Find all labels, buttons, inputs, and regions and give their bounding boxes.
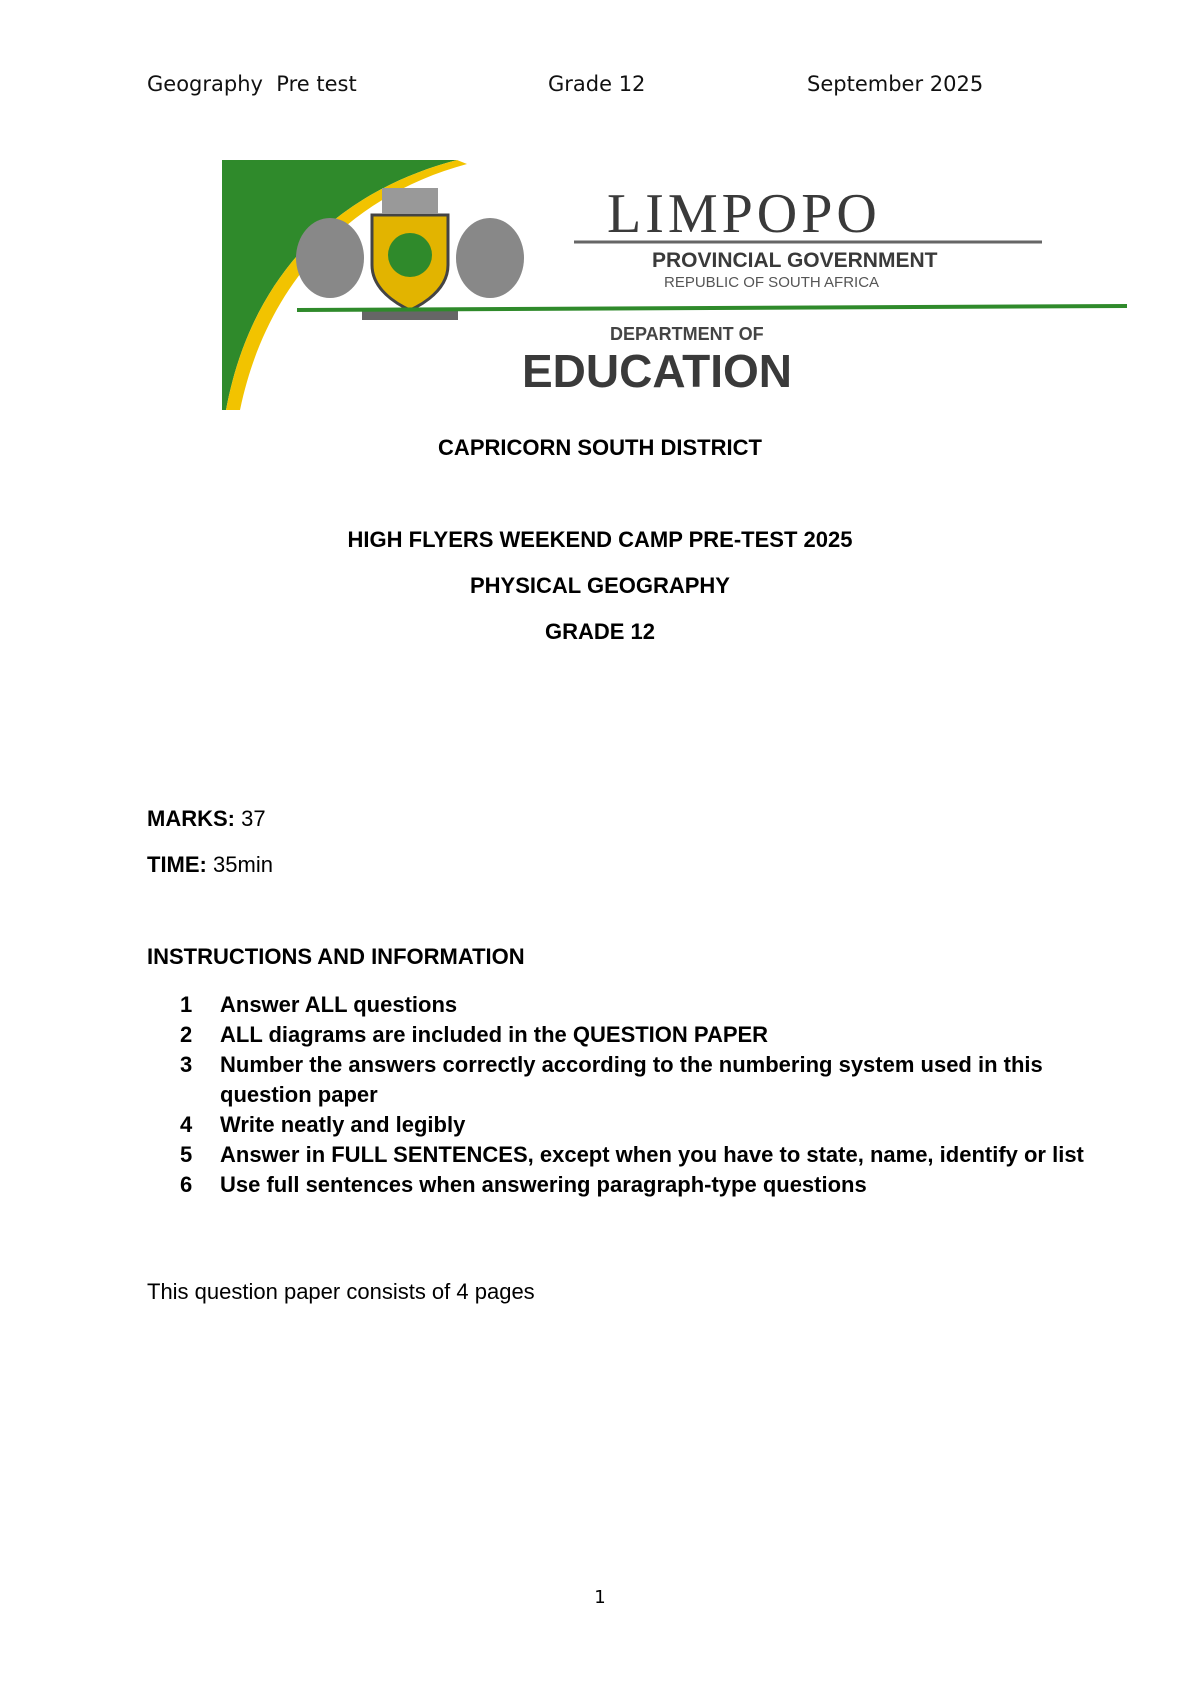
subject-title: PHYSICAL GEOGRAPHY [470, 573, 730, 598]
page-count-note: This question paper consists of 4 pages [147, 1279, 535, 1304]
instruction-number: 3 [180, 1052, 193, 1077]
time-value: 35min [213, 852, 273, 877]
instruction-number: 2 [180, 1022, 193, 1047]
instruction-text: Number the answers correctly according to the numbering system used in this question paper [220, 1052, 1043, 1107]
logo-republic: REPUBLIC OF SOUTH AFRICA [664, 274, 880, 291]
instructions-list [180, 990, 1140, 1200]
logo-department: DEPARTMENT OF [610, 324, 764, 344]
instruction-item [180, 1140, 1140, 1170]
header-date: September 2025 [807, 72, 984, 96]
marks-value: 37 [241, 806, 266, 831]
marks-line [147, 806, 266, 832]
instruction-text: Answer in FULL SENTENCES, except when you have to state, name, identify or list [220, 1142, 1084, 1167]
instruction-item [180, 1050, 1140, 1110]
instruction-number: 1 [180, 992, 193, 1017]
header-grade: Grade 12 [548, 72, 646, 96]
instructions-title: INSTRUCTIONS AND INFORMATION [147, 944, 525, 969]
logo-government: PROVINCIAL GOVERNMENT [652, 249, 938, 272]
page-number: 1 [594, 1587, 606, 1608]
limpopo-education-logo [222, 160, 1132, 410]
instruction-text: ALL diagrams are included in the QUESTION PAPER [220, 1022, 769, 1047]
time-label: TIME: [147, 852, 207, 877]
marks-label: MARKS: [147, 806, 235, 831]
instruction-text: Use full sentences when answering paragraph-type questions [220, 1172, 867, 1197]
time-line [147, 852, 273, 878]
logo-province: LIMPOPO [607, 183, 881, 245]
instruction-number: 5 [180, 1142, 193, 1167]
header-subject: Geography Pre test [147, 72, 357, 96]
instruction-text: Write neatly and legibly [220, 1112, 466, 1137]
instruction-text: Answer ALL questions [220, 992, 458, 1017]
instruction-number: 4 [180, 1112, 193, 1137]
logo-education: EDUCATION [522, 345, 793, 397]
camp-title: HIGH FLYERS WEEKEND CAMP PRE-TEST 2025 [347, 527, 853, 552]
grade-title: GRADE 12 [544, 619, 656, 644]
instruction-item [180, 990, 1140, 1020]
instruction-number: 6 [180, 1172, 193, 1197]
district-title: CAPRICORN SOUTH DISTRICT [438, 435, 762, 460]
instruction-item [180, 1110, 1140, 1140]
instruction-item [180, 1020, 1140, 1050]
instruction-item [180, 1170, 1140, 1200]
